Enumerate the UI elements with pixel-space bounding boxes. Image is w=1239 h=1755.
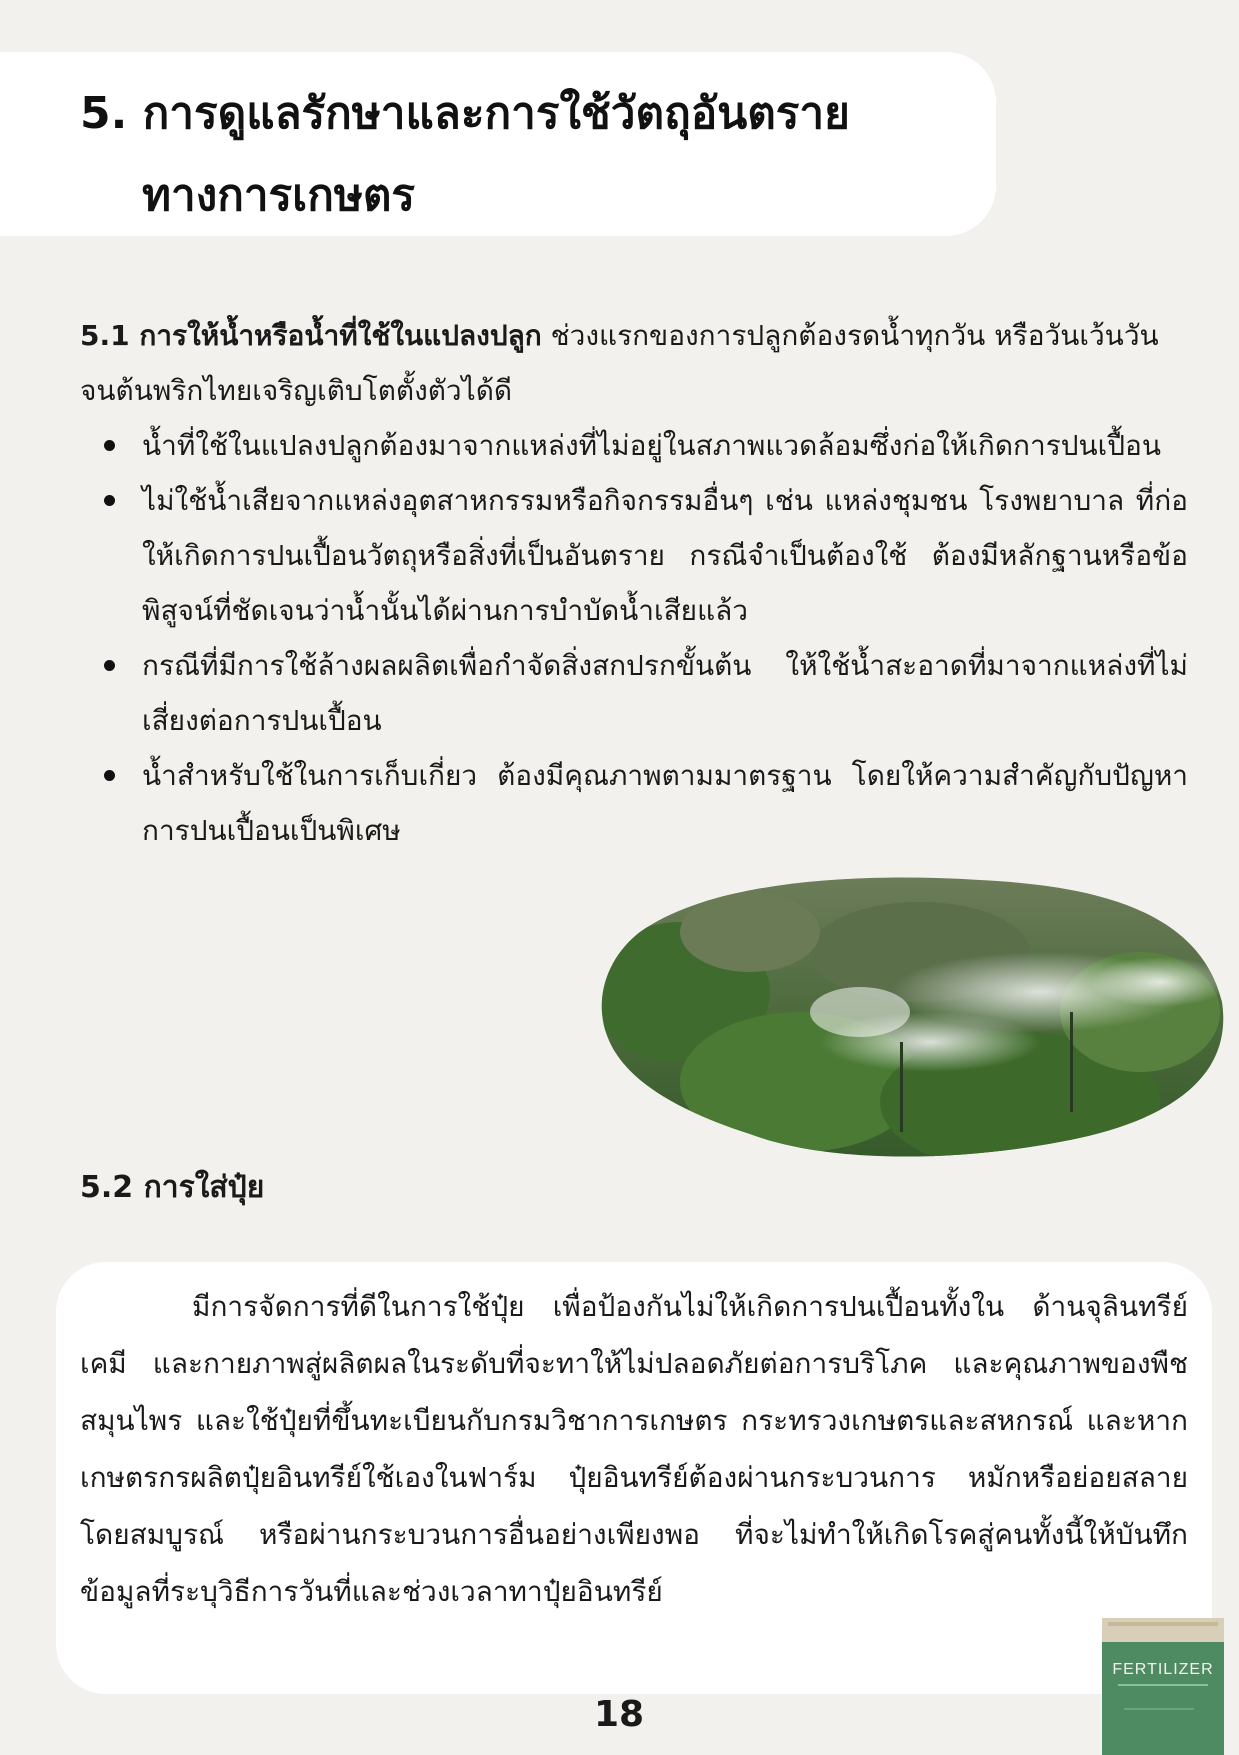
sprinkler-irrigation-photo bbox=[600, 872, 1228, 1164]
page-title-line-1: 5. การดูแลรักษาและการใช้วัตถุอันตราย bbox=[80, 88, 850, 139]
section-1-heading: 5.1 การให้น้ำหรือน้ำที่ใช้ในแปลงปลูก bbox=[80, 319, 542, 352]
fertilizer-bag-icon bbox=[1102, 1618, 1224, 1755]
list-item: กรณีที่มีการใช้ล้างผลผลิตเพื่อกำจัดสิ่งสกปรกขั้นต้น ให้ใช้น้ำสะอาดที่มาจากแหล่งที่ไม่เสี่ยงต่อการปนเปื้อน bbox=[104, 638, 1188, 748]
page-title-line-2: ทางการเกษตร bbox=[142, 170, 416, 221]
fertilizer-bag-label: FERTILIZER bbox=[1112, 1661, 1214, 1678]
list-item: น้ำที่ใช้ในแปลงปลูกต้องมาจากแหล่งที่ไม่อยู่ในสภาพแวดล้อมซึ่งก่อให้เกิดการปนเปื้อน bbox=[104, 418, 1188, 473]
section-2-heading: 5.2 การใส่ปุ๋ย bbox=[80, 1170, 265, 1205]
section-1-intro bbox=[80, 308, 1188, 418]
water-rules-list bbox=[104, 418, 1188, 858]
section-1-text: ช่วงแรกของการปลูกต้องรดน้ำทุกวัน หรือวันเว้นวัน จนต้นพริกไทยเจริญเติบโตตั้งตัวได้ดี bbox=[80, 319, 1159, 407]
list-item: น้ำสำหรับใช้ในการเก็บเกี่ยว ต้องมีคุณภาพตามมาตรฐาน โดยให้ความสำคัญกับปัญหาการปนเปื้อนเป็นพิเศษ bbox=[104, 748, 1188, 858]
fertilizer-text: มีการจัดการที่ดีในการใช้ปุ๋ย เพื่อป้องกันไม่ให้เกิดการปนเปื้อนทั้งใน ด้านจุลินทรีย์ เคมี และกายภาพสู่ผลิตผลในระดับที่จะทาให้ไม่ปลอดภัยต่อการบริโภค และคุณภาพของพืชสมุนไพร และใช้ปุ๋ยที่ขึ้นทะเบียนกับกรมวิชาการเกษตร กระทรวงเกษตรและสหกรณ์ และหากเกษตรกรผลิตปุ๋ยอินทรีย์ใช้เองในฟาร์ม ปุ๋ยอินทรีย์ต้องผ่านกระบวนการ หมักหรือย่อยสลายโดยสมบูรณ์ หรือผ่านกระบวนการอื่นอย่างเพียงพอ ที่จะไม่ทำให้เกิดโรคสู่คนทั้งนี้ให้บันทึกข้อมูลที่ระบุวิธีการวันที่และช่วงเวลาทาปุ๋ยอินทรีย์ bbox=[80, 1290, 1188, 1608]
page-number: 18 bbox=[594, 1694, 645, 1735]
list-item: ไม่ใช้น้ำเสียจากแหล่งอุตสาหกรรมหรือกิจกรรมอื่นๆ เช่น แหล่งชุมชน โรงพยาบาล ที่ก่อให้เกิดการปนเปื้อนวัตถุหรือสิ่งที่เป็นอันตราย กรณีจำเป็นต้องใช้ ต้องมีหลักฐานหรือข้อพิสูจน์ที่ชัดเจนว่าน้ำนั้นได้ผ่านการบำบัดน้ำเสียแล้ว bbox=[104, 473, 1188, 638]
